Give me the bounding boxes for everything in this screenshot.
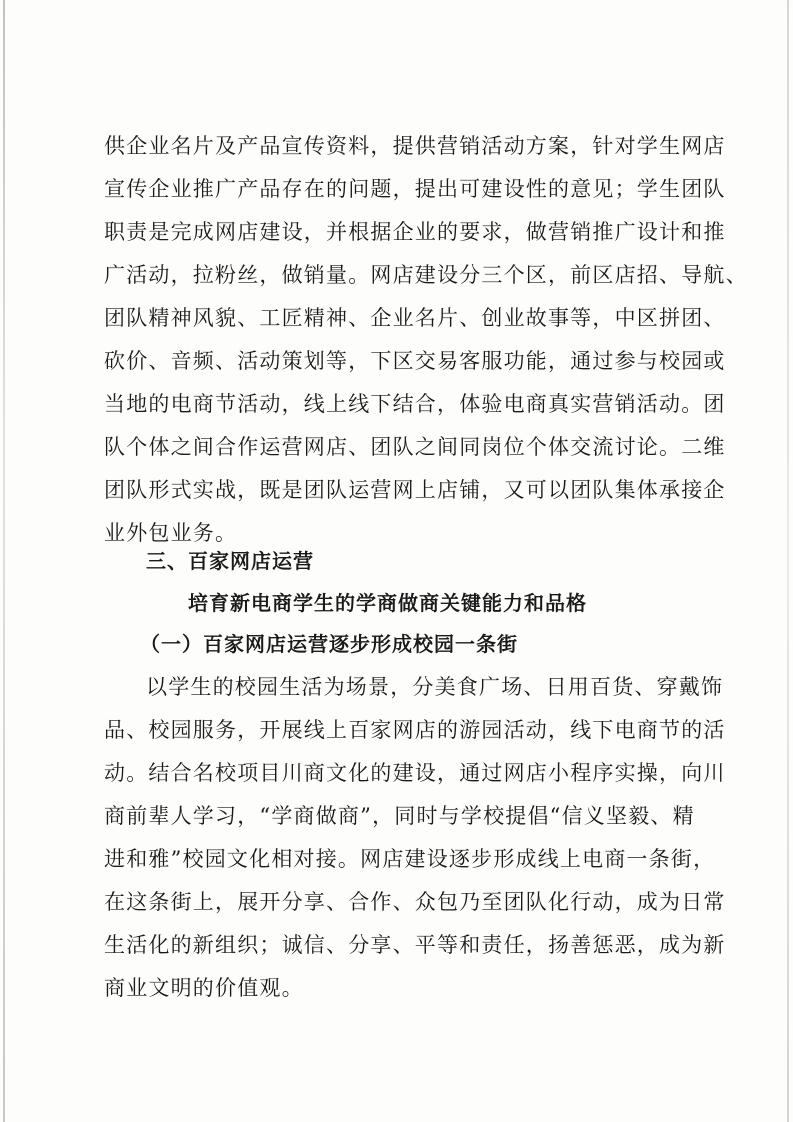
paragraph-line: 宣传企业推广产品存在的问题，提出可建设性的意见；学生团队 (104, 177, 726, 201)
paragraph-line: 在这条街上，展开分享、合作、众包乃至团队化行动，成为日常 (104, 890, 726, 914)
section-subtitle: 培育新电商学生的学商做商关键能力和品格 (188, 591, 587, 615)
paragraph-line: 商前辈人学习，“学商做商”，同时与学校提倡“信义坚毅、精 (104, 804, 695, 828)
paragraph-line: 团队形式实战，既是团队运营网上店铺，又可以团队集体承接企 (104, 478, 726, 502)
paragraph-line: 商业文明的价值观。 (104, 976, 304, 1000)
paragraph-line: 业外包业务。 (104, 521, 238, 545)
section-heading: 三、百家网店运营 (146, 549, 314, 573)
paragraph-line: 以学生的校园生活为场景，分美食广场、日用百货、穿戴饰 (146, 675, 724, 699)
paragraph-line: 品、校园服务，开展线上百家网店的游园活动，线下电商节的活 (104, 718, 726, 742)
paragraph-line: 团队精神风貌、工匠精神、企业名片、创业故事等，中区拼团、 (104, 306, 726, 330)
paragraph-line: 进和雅”校园文化相对接。网店建设逐步形成线上电商一条街， (104, 847, 716, 871)
paragraph-line: 动。结合名校项目川商文化的建设，通过网店小程序实操，向川 (104, 761, 726, 785)
paragraph-line: 砍价、音频、活动策划等，下区交易客服功能，通过参与校园或 (104, 349, 726, 373)
paragraph-line: 广活动，拉粉丝，做销量。网店建设分三个区，前区店招、导航、 (104, 263, 748, 287)
paragraph-line: 供企业名片及产品宣传资料，提供营销活动方案，针对学生网店 (104, 134, 726, 158)
scan-edge-left (3, 0, 5, 1122)
paragraph-line: 生活化的新组织；诚信、分享、平等和责任，扬善惩恶，成为新 (104, 933, 726, 957)
paragraph-line: 队个体之间合作运营网店、团队之间同岗位个体交流讨论。二维 (104, 435, 726, 459)
scan-edge-right (787, 0, 789, 1122)
paragraph-line: 当地的电商节活动，线上线下结合，体验电商真实营销活动。团 (104, 392, 726, 416)
paragraph-line: 职责是完成网店建设，并根据企业的要求，做营销推广设计和推 (104, 220, 726, 244)
subsection-heading: （一）百家网店运营逐步形成校园一条街 (140, 632, 518, 656)
